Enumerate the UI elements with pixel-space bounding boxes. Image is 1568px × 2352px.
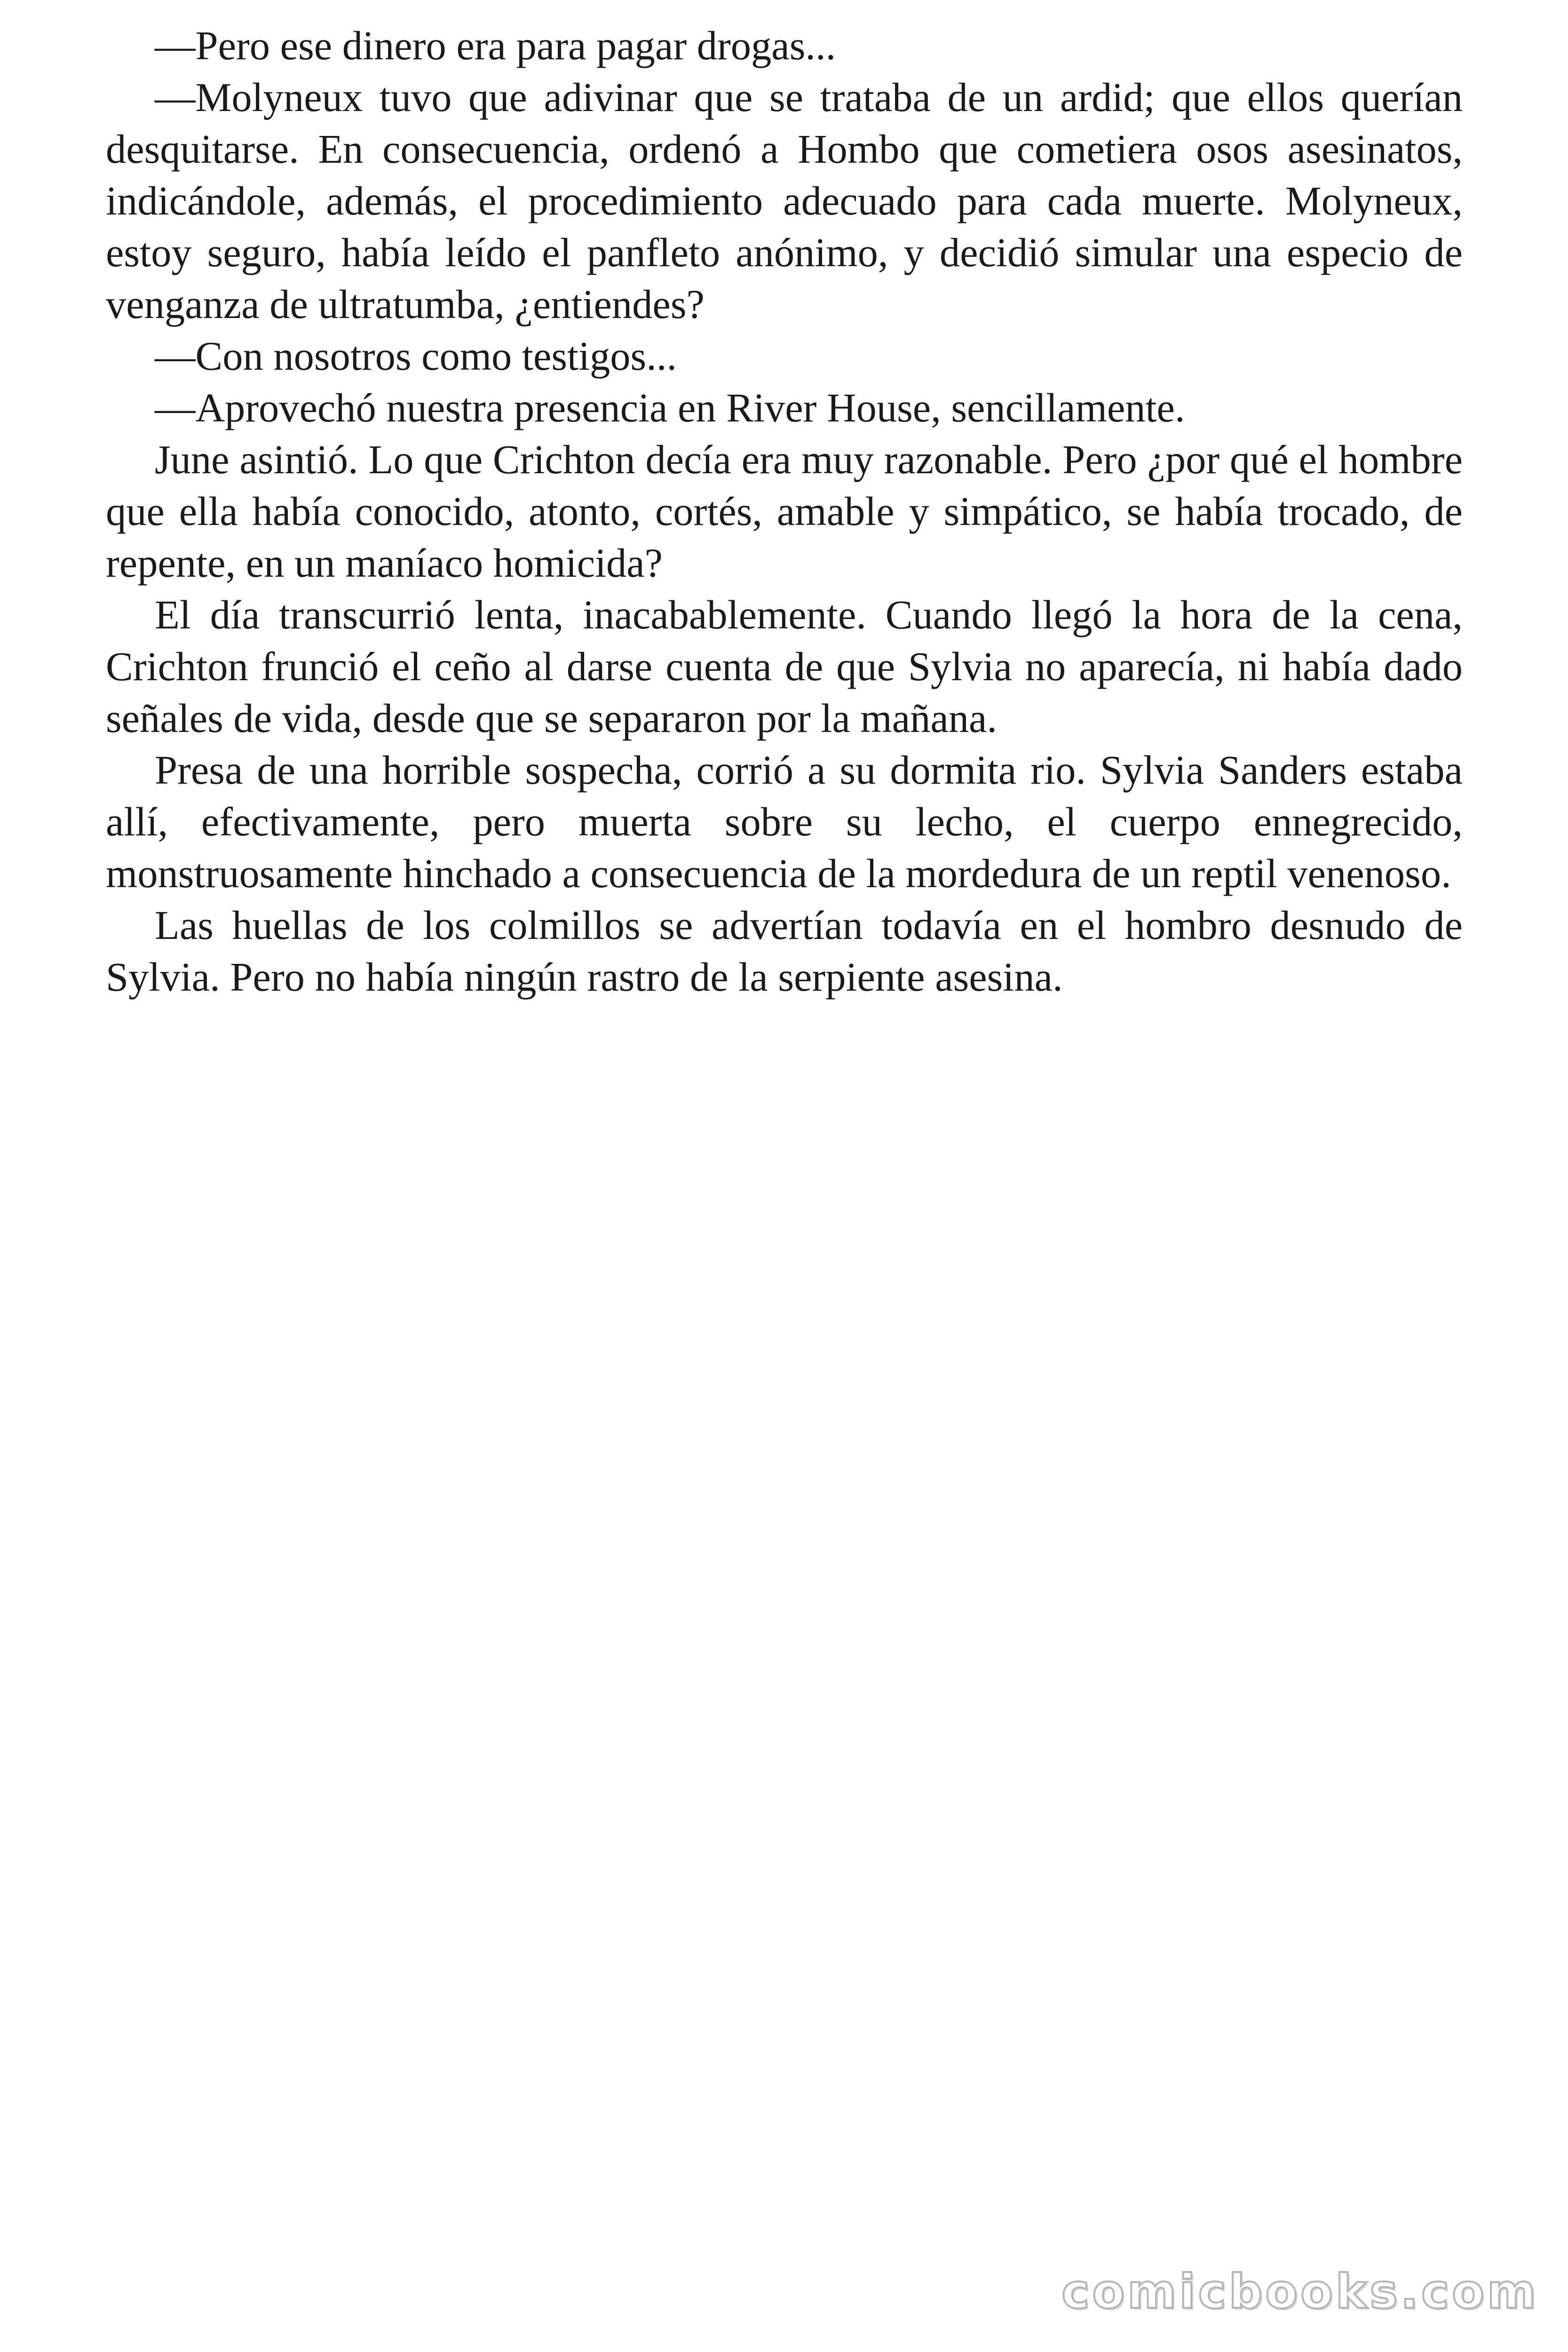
paragraph: June asintió. Lo que Crichton decía era muy razonable. Pero ¿por qué el hombre que ella había conocido, atonto, cortés, amable y simpático, se había trocado, de repente, en un maníaco homicida? [106, 437, 1463, 586]
watermark: comicbooks.com [1061, 2264, 1539, 2319]
paragraph: El día transcurrió lenta, inacabablemente. Cuando llegó la hora de la cena, Crichton frunció el ceño al darse cuenta de que Sylvia no aparecía, ni había dado señales de vida, desde que se separaron por la mañana. [106, 592, 1463, 741]
paragraph: Presa de una horrible sospecha, corrió a su dormita rio. Sylvia Sanders estaba allí, efectivamente, pero muerta sobre su lecho, el cuerpo ennegrecido, monstruosamente hinchado a consecuencia de la mordedura de un reptil venenoso. [106, 747, 1463, 896]
paragraph: —Con nosotros como testigos... [155, 334, 677, 379]
paragraph: —Aprovechó nuestra presencia en River House, sencillamente. [155, 385, 1185, 430]
paragraph: —Molyneux tuvo que adivinar que se trataba de un ardid; que ellos querían desquitarse. En consecuencia, ordenó a Hombo que cometiera osos asesinatos, indicándole, además, el procedimiento adecuado para cada muerte. Molyneux, estoy seguro, había leído el panfleto anónimo, y decidió simular una especio de venganza de ultratumba, ¿entiendes? [106, 75, 1463, 327]
body-text [106, 20, 1463, 1003]
paragraph: —Pero ese dinero era para pagar drogas... [155, 23, 836, 68]
paragraph: Las huellas de los colmillos se advertían todavía en el hombro desnudo de Sylvia. Pero no había ningún rastro de la serpiente asesina. [106, 903, 1463, 1000]
